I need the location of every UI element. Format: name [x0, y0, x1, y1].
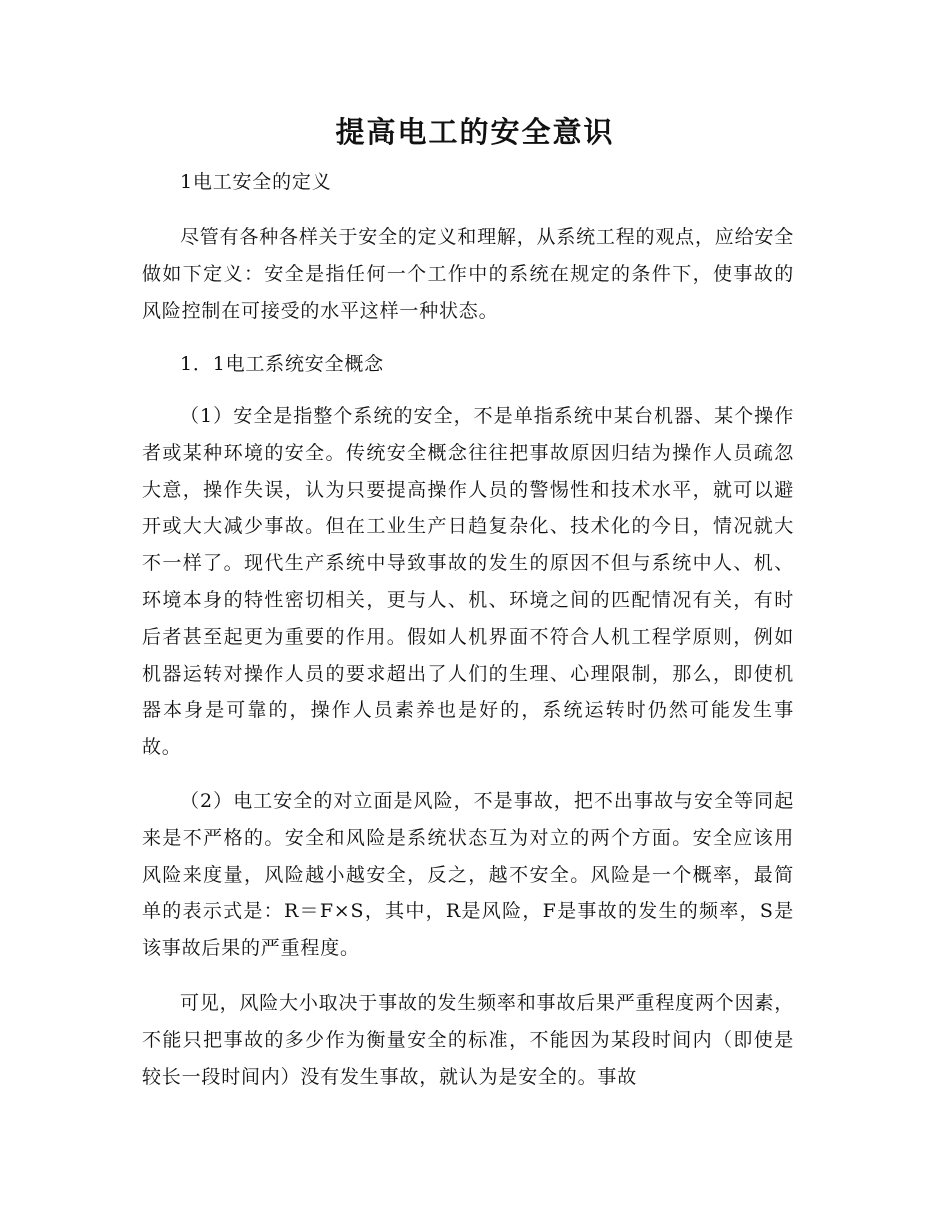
- paragraph-point-1: （1）安全是指整个系统的安全，不是单指系统中某台机器、某个操作者或某种环境的安全。传统安全概念往往把事故原因归结为操作人员疏忽大意，操作失误，认为只要提高操作人员的警惕性和技术水平，就可以避开或大大减少事故。但在工业生产日趋复杂化、技术化的今日，情况就大不一样了。现代生产系统中导致事故的发生的原因不但与系统中人、机、环境本身的特性密切相关，更与人、机、环境之间的匹配情况有关，有时后者甚至起更为重要的作用。假如人机界面不符合人机工程学原则，例如机器运转对操作人员的要求超出了人们的生理、心理限制，那么，即使机器本身是可靠的，操作人员素养也是好的，系统运转时仍然可能发生事故。: [142, 405, 794, 759]
- paragraph-risk-conclusion: 可见，风险大小取决于事故的发生频率和事故后果严重程度两个因素，不能只把事故的多少作为衡量安全的标准，不能因为某段时间内（即使是较长一段时间内）没有发生事故，就认为是安全的。事故: [142, 992, 794, 1088]
- section-heading-electrical-safety-definition: 1电工安全的定义: [180, 171, 332, 193]
- section-heading-system-safety-concept: 1．1电工系统安全概念: [180, 353, 384, 375]
- paragraph-point-2: （2）电工安全的对立面是风险，不是事故，把不出事故与安全等同起来是不严格的。安全和风险是系统状态互为对立的两个方面。安全应该用风险来度量，风险越小越安全，反之，越不安全。风险是一个概率，最简单的表示式是：R＝F×S，其中，R是风险，F是事故的发生的频率，S是该事故后果的严重程度。: [142, 790, 794, 960]
- paragraph-safety-definition: 尽管有各种各样关于安全的定义和理解，从系统工程的观点，应给安全做如下定义：安全是指任何一个工作中的系统在规定的条件下，使事故的风险控制在可接受的水平这样一种状态。: [142, 226, 794, 322]
- document-title: 提高电工的安全意识: [335, 115, 615, 149]
